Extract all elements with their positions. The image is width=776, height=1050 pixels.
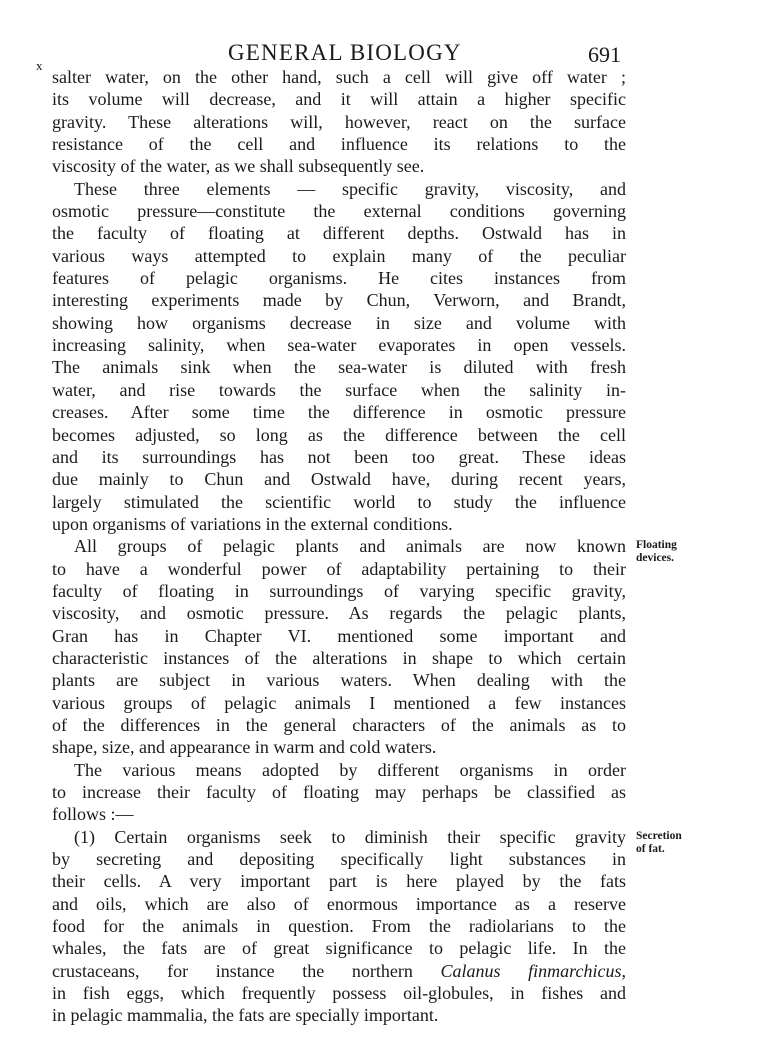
text-line: gravity. These alterations will, however, react on the surface (52, 111, 626, 132)
margin-note-line: of fat. (636, 842, 665, 855)
text-line: (1) Certain organisms seek to diminish their specific gravity (74, 826, 626, 847)
text-line: resistance of the cell and influence its relations to the (52, 134, 626, 155)
text-line: of the differences in the general characters of the animals as to (52, 714, 626, 735)
text-run: , (621, 960, 626, 981)
signature-mark: x (36, 58, 43, 73)
margin-note (636, 539, 677, 565)
text-line: in fish eggs, which frequently possess oil-globules, in fishes and (52, 983, 626, 1004)
text-line: to have a wonderful power of adaptability pertaining to their (52, 558, 626, 579)
text-line: features of pelagic organisms. He cites instances from (52, 268, 626, 289)
text-line: various groups of pelagic animals I mentioned a few instances (52, 692, 626, 713)
text-line: to increase their faculty of floating may perhaps be classified as (52, 782, 626, 802)
text-line: follows :— (52, 804, 134, 825)
text-line: salter water, on the other hand, such a cell will give off water ; (52, 67, 626, 87)
running-title: GENERAL BIOLOGY (228, 40, 462, 65)
margin-note-line: devices. (636, 552, 675, 565)
page-number: 691 (588, 42, 621, 67)
text-line: its volume will decrease, and it will attain a higher specific (52, 89, 626, 110)
text-line: Gran has in Chapter VI. mentioned some important and (52, 625, 626, 646)
text-line: The animals sink when the sea-water is diluted with fresh (52, 357, 626, 378)
margin-note-line: Secretion (636, 829, 682, 842)
text-line: becomes adjusted, so long as the difference between the cell (52, 424, 626, 445)
text-line: plants are subject in various waters. When dealing with the (52, 670, 626, 691)
margin-note (636, 830, 682, 856)
text-line: showing how organisms decrease in size and volume with (52, 312, 626, 333)
text-line: These three elements — specific gravity, viscosity, and (74, 178, 626, 199)
text-line: water, and rise towards the surface when the salinity in- (52, 379, 626, 400)
text-line: shape, size, and appearance in warm and cold waters. (52, 737, 437, 758)
text-line: food for the animals in question. From the radiolarians to the (52, 916, 626, 937)
margin-note-line: Floating (636, 539, 677, 552)
text-line: interesting experiments made by Chun, Verworn, and Brandt, (52, 290, 626, 311)
text-line: viscosity, and osmotic pressure. As regards the pelagic plants, (52, 603, 626, 624)
text-line: creases. After some time the difference in osmotic pressure (52, 402, 626, 423)
text-line: upon organisms of variations in the external conditions. (52, 513, 453, 534)
text-line: various ways attempted to explain many of the peculiar (52, 245, 626, 266)
text-line: faculty of floating in surroundings of varying specific gravity, (52, 580, 626, 601)
body-text (52, 66, 626, 1027)
text-line: increasing salinity, when sea-water evaporates in open vessels. (52, 335, 626, 356)
text-line: in pelagic mammalia, the fats are specially important. (52, 1005, 439, 1026)
text-line: largely stimulated the scientific world to study the influence (52, 491, 626, 512)
text-line: and oils, which are also of enormous importance as a reserve (52, 893, 626, 914)
text-line: The various means adopted by different organisms in order (74, 759, 626, 780)
text-line: and its surroundings has not been too great. These ideas (52, 446, 626, 467)
text-line (52, 960, 626, 982)
text-line: the faculty of floating at different depths. Ostwald has in (52, 223, 626, 244)
text-line: characteristic instances of the alterations in shape to which certain (52, 647, 626, 668)
italic-species-name: Calanus finmarchicus (440, 960, 622, 981)
text-line: whales, the fats are of great significance to pelagic life. In the (52, 938, 626, 959)
text-line: osmotic pressure—constitute the external conditions governing (52, 201, 626, 222)
text-line: viscosity of the water, as we shall subsequently see. (52, 156, 425, 177)
text-line: due mainly to Chun and Ostwald have, during recent years, (52, 469, 626, 490)
text-line: by secreting and depositing specifically light substances in (52, 849, 626, 870)
text-line: their cells. A very important part is here played by the fats (52, 871, 626, 892)
text-run: crustaceans, for instance the northern (52, 960, 441, 981)
text-line: All groups of pelagic plants and animals are now known (74, 536, 626, 557)
